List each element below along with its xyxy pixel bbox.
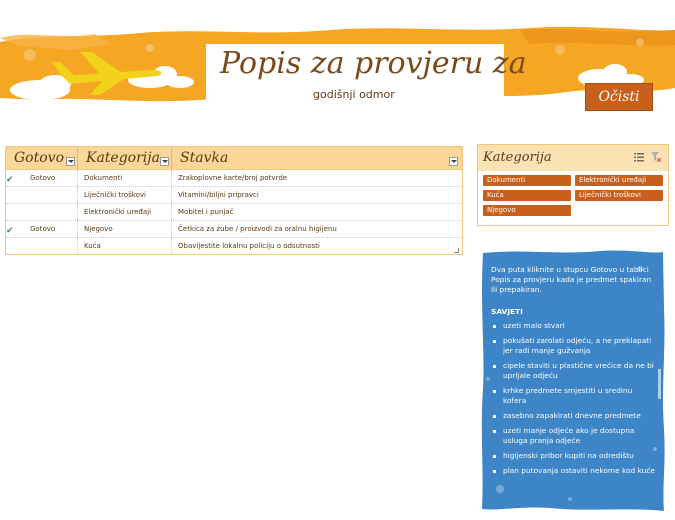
- filter-dropdown-done[interactable]: [66, 157, 75, 166]
- slicer-item-elektronicki-uredaji[interactable]: Elektronički uređaji: [575, 175, 663, 186]
- slicer-item-lijecnicki-troskovi[interactable]: Liječnički troškovi: [575, 190, 663, 201]
- done-cell[interactable]: [6, 238, 78, 254]
- item-cell[interactable]: Četkica za zube / proizvodi za oralnu higijenu: [178, 225, 337, 233]
- category-slicer: [477, 144, 669, 226]
- table-row: [6, 204, 462, 221]
- tip-item: higijenski pribor kupiti na odredištu: [491, 451, 656, 461]
- tips-intro: Dva puta kliknite u stupcu Gotovo u tablici Popis za provjeru kada je predmet spakiran ili prepakiran.: [491, 265, 652, 294]
- done-label: [12, 242, 30, 250]
- category-cell[interactable]: Liječnički troškovi: [78, 187, 172, 203]
- filter-dropdown-category[interactable]: [160, 157, 169, 166]
- done-label: Gotovo: [30, 225, 56, 233]
- done-label: [12, 208, 30, 216]
- table-resize-handle[interactable]: [454, 248, 459, 253]
- column-header-done: [6, 147, 78, 169]
- checkmark-icon: ✔: [6, 226, 14, 236]
- table-header: [6, 147, 462, 170]
- tip-item: cipele staviti u plastične vrećice da ne bi uprljale odjeću: [491, 361, 656, 381]
- category-cell[interactable]: Kuća: [78, 238, 172, 254]
- checkmark-icon: ✔: [6, 175, 14, 185]
- clear-filter-icon[interactable]: [651, 152, 661, 162]
- tip-item: pokušati zarolati odjeću, a ne preklapati jer radi manje gužvanja: [491, 336, 656, 356]
- column-header-item-label: Stavka: [180, 150, 229, 166]
- tip-item: zasebno zapakirati dnevne predmete: [491, 411, 656, 421]
- item-cell[interactable]: Zrakoplovne karte/broj potvrde: [178, 174, 288, 182]
- tips-scrollbar[interactable]: [658, 369, 661, 399]
- multi-select-icon[interactable]: [634, 153, 644, 162]
- tips-list: [491, 321, 656, 476]
- done-cell[interactable]: [6, 221, 78, 237]
- clear-button[interactable]: Očisti: [585, 83, 653, 111]
- slicer-item-dokumenti[interactable]: Dokumenti: [483, 175, 571, 186]
- category-cell[interactable]: Njegovo: [78, 221, 172, 237]
- page-title: Popis za provjeru za: [220, 46, 527, 81]
- filter-dropdown-item[interactable]: [449, 157, 458, 166]
- column-header-category: [78, 147, 172, 169]
- done-label: [12, 191, 30, 199]
- done-cell[interactable]: [6, 204, 78, 220]
- table-row: [6, 170, 462, 187]
- item-label: Obavijestite lokalnu policiju o odsutnosti: [178, 242, 320, 250]
- slicer-title: Kategorija: [483, 150, 552, 165]
- item-cell[interactable]: [172, 238, 460, 254]
- slicer-item-njegovo[interactable]: Njegovo: [483, 205, 571, 216]
- tips-content: [491, 265, 656, 481]
- item-cell[interactable]: Vitamini/biljni pripravci: [178, 191, 259, 199]
- tips-heading: SAVJETI: [491, 307, 523, 316]
- done-cell[interactable]: [6, 187, 78, 203]
- slicer-item-kuca[interactable]: Kuća: [483, 190, 571, 201]
- tip-item: uzeti malo stvari: [491, 321, 656, 331]
- table-row: [6, 238, 462, 254]
- category-cell[interactable]: Dokumenti: [78, 170, 172, 186]
- column-header-done-label: Gotovo: [14, 150, 65, 166]
- slicer-header: [478, 145, 668, 171]
- tip-item: krhke predmete smjestiti u sredinu kofera: [491, 386, 656, 406]
- table-row: [6, 221, 462, 238]
- checklist-table: [5, 146, 463, 255]
- page-subtitle: godišnji odmor: [313, 88, 395, 101]
- table-row: [6, 187, 462, 204]
- tip-item: plan putovanja ostaviti nekome kod kuće: [491, 466, 656, 476]
- column-header-category-label: Kategorija: [86, 150, 160, 166]
- category-cell[interactable]: Elektronički uređaji: [78, 204, 172, 220]
- column-header-item: [172, 147, 460, 169]
- done-cell[interactable]: [6, 170, 78, 186]
- tip-item: uzeti manje odjeće ako je dostupna usluga pranja odjeće: [491, 426, 656, 446]
- tips-panel: [480, 249, 665, 512]
- done-label: Gotovo: [30, 174, 56, 182]
- item-cell[interactable]: Mobitel i punjač: [178, 208, 234, 216]
